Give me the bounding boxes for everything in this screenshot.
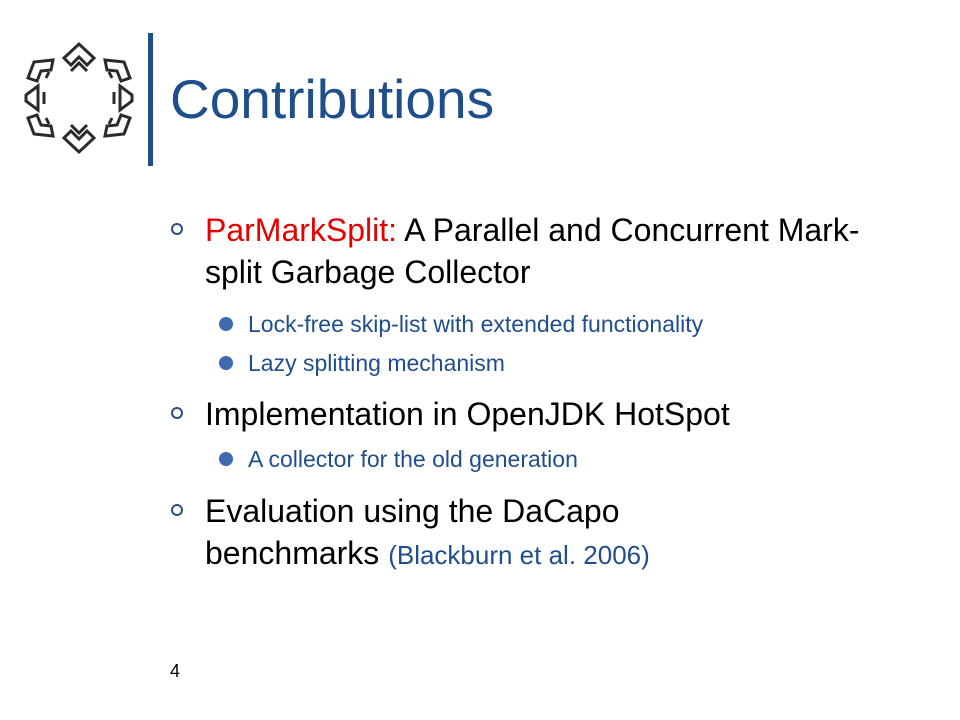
bullet-item bbox=[205, 209, 905, 293]
sub-bullet-dot-icon bbox=[219, 452, 233, 466]
citation: (Blackburn et al. 2006) bbox=[388, 540, 650, 570]
sub-bullet-item: A collector for the old generation bbox=[248, 446, 578, 472]
slide-title: Contributions bbox=[170, 68, 495, 130]
bullet-text: Implementation in OpenJDK HotSpot bbox=[205, 396, 730, 432]
sub-bullet-item: Lock-free skip-list with extended functionality bbox=[248, 311, 704, 337]
sub-bullet-item: Lazy splitting mechanism bbox=[248, 350, 505, 376]
bullet-text: A Parallel and Concurrent Mark-split Garbage Collector bbox=[205, 212, 860, 290]
page-number: 4 bbox=[170, 661, 181, 681]
bullet-highlight: ParMarkSplit: bbox=[205, 212, 398, 248]
sub-bullet-dot-icon bbox=[219, 356, 233, 370]
bullet-ring-icon bbox=[171, 223, 183, 235]
sub-bullet-dot-icon bbox=[219, 317, 233, 331]
bullet-item bbox=[205, 490, 765, 576]
bullet-ring-icon bbox=[171, 407, 183, 419]
bullet-ring-icon bbox=[171, 504, 183, 516]
bullet-item bbox=[205, 393, 905, 435]
bullet-text: Evaluation using the DaCapo benchmarks bbox=[205, 493, 620, 571]
